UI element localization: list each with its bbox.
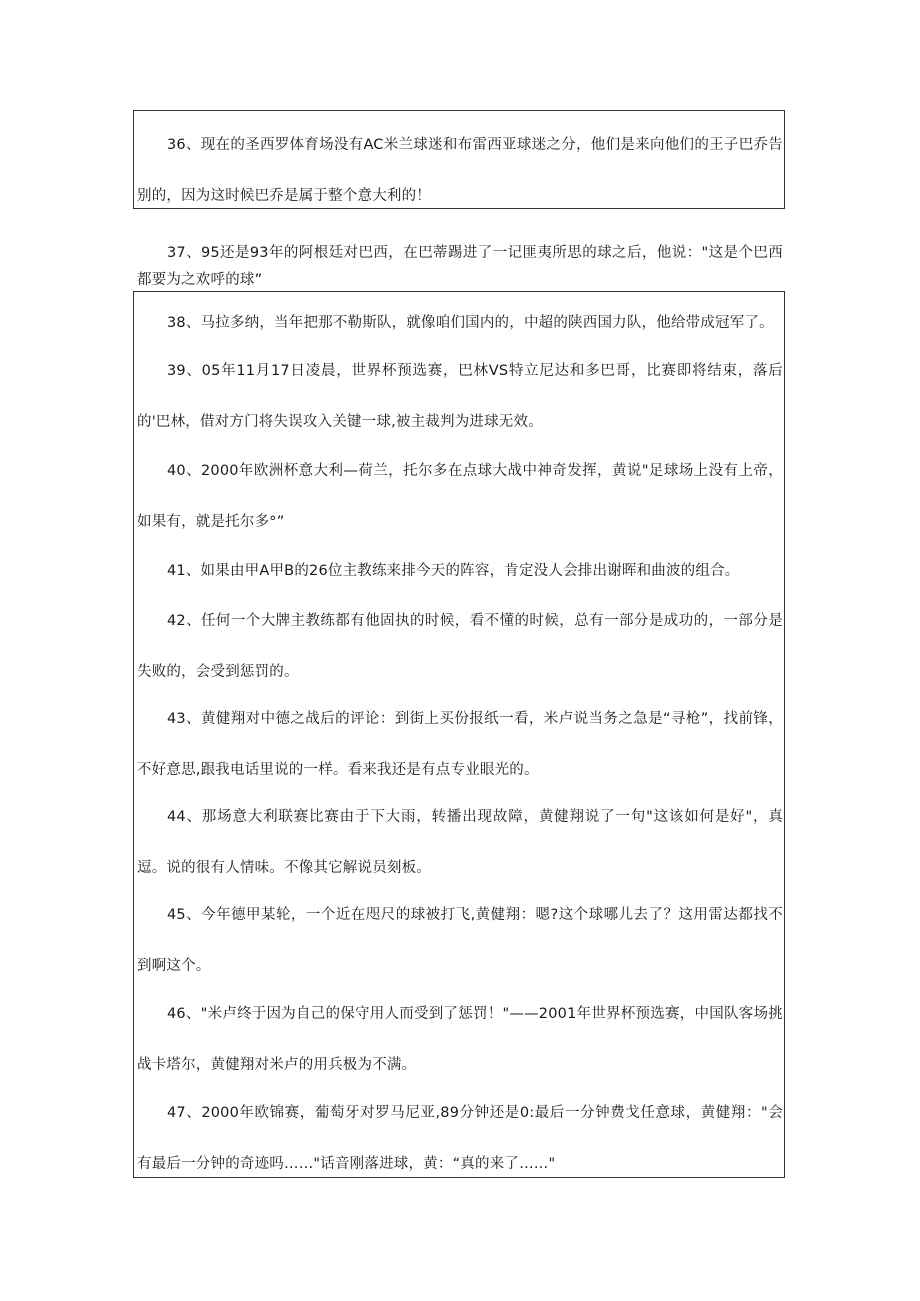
paragraph-item-46: 46、"米卢终于因为自己的保守用人而受到了惩罚！"——2001年世界杯预选赛，中国队客场挑战卡塔尔，黄健翔对米卢的用兵极为不满。 [137, 1006, 783, 1073]
paragraph-item-40: 40、2000年欧洲杯意大利—荷兰，托尔多在点球大战中神奇发挥，黄说"足球场上没有上帝，如果有，就是托尔多°” [137, 463, 783, 530]
paragraph-item-47: 47、2000年欧锦赛，葡萄牙对罗马尼亚,89分钟还是0:最后一分钟费戈任意球，黄健翔："会有最后一分钟的奇迹吗……"话音刚落进球，黄：“真的来了……" [137, 1105, 783, 1172]
paragraph-item-43: 43、黄健翔对中德之战后的评论：到街上买份报纸一看，米卢说当务之急是“寻枪”，找前锋，不好意思,跟我电话里说的一样。看来我还是有点专业眼光的。 [137, 711, 783, 778]
paragraph-item-36: 36、现在的圣西罗体育场没有AC米兰球迷和布雷西亚球迷之分，他们是来向他们的王子巴乔告别的，因为这时候巴乔是属于整个意大利的！ [137, 137, 783, 204]
paragraph-item-44: 44、那场意大利联赛比赛由于下大雨，转播出现故障，黄健翔说了一句"这该如何是好"，真逗。说的很有人情味。不像其它解说员刻板。 [137, 809, 783, 876]
paragraph-item-38: 38、马拉多纳，当年把那不勒斯队，就像咱们国内的，中超的陕西国力队，他给带成冠军了。 [167, 315, 774, 331]
paragraph-item-39: 39、05年11月17日凌晨，世界杯预选赛，巴林VS特立尼达和多巴哥，比赛即将结束，落后的'巴林，借对方门将失误攻入关键一球,被主裁判为进球无效。 [137, 363, 783, 430]
paragraph-item-45: 45、今年德甲某轮，一个近在咫尺的球被打飞,黄健翔：嗯?这个球哪儿去了？这用雷达都找不到啊这个。 [137, 907, 783, 974]
paragraph-item-41: 41、如果由甲A甲B的26位主教练来排今天的阵容，肯定没人会排出谢晖和曲波的组合。 [167, 563, 740, 579]
paragraph-item-42: 42、任何一个大牌主教练都有他固执的时候，看不懂的时候，总有一部分是成功的，一部分是失败的，会受到惩罚的。 [137, 613, 783, 680]
paragraph-item-37: 37、95还是93年的阿根廷对巴西，在巴蒂踢进了一记匪夷所思的球之后，他说："这是个巴西都要为之欢呼的球” [137, 245, 783, 288]
